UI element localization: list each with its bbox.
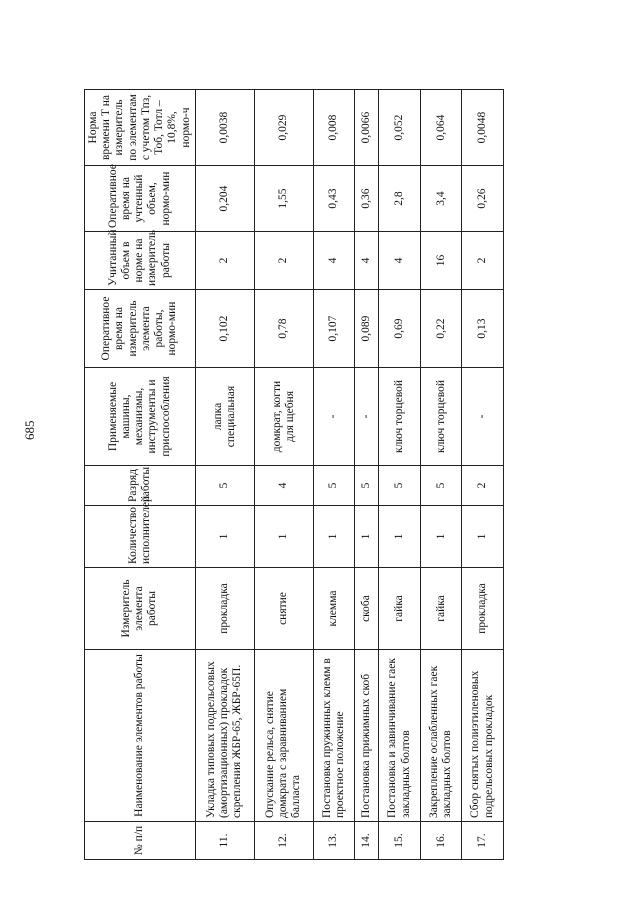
header-cell: Разряд работы [85,466,196,506]
table-row [355,90,379,860]
workers-cell: 1 [313,506,355,568]
header-cell: Оперативное время на измеритель элемента работы, нормо-мин [85,290,196,368]
grade-cell: 4 [254,466,313,506]
table-row [254,90,313,860]
volume-cell: 2 [254,232,313,290]
table-row [379,90,421,860]
unit-cell: прокладка [195,568,254,650]
tools-cell: домкрат, когти для щебня [254,368,313,466]
op-total-cell: 0,26 [462,166,504,232]
rotated-table-container [84,90,504,860]
op-time-cell: 0,13 [462,290,504,368]
header-cell: № п/п [85,822,196,860]
grade-cell: 5 [355,466,379,506]
op-total-cell: 3,4 [420,166,462,232]
header-cell: Оперативное время на учтенный объем, нормо-мин [85,166,196,232]
op-total-cell: 0,36 [355,166,379,232]
unit-cell: гайка [379,568,421,650]
header-cell: Норма времени Т на измеритель по элементам с учетом Тпз, Тоб, Тотл – 10,8%, нормо-ч [85,90,196,166]
op-total-cell: 0,43 [313,166,355,232]
table-header-row [85,90,196,860]
norm-cell: 0,0038 [195,90,254,166]
unit-cell: гайка [420,568,462,650]
norm-cell: 0,029 [254,90,313,166]
norm-cell: 0,0048 [462,90,504,166]
op-time-cell: 0,102 [195,290,254,368]
page-number: 685 [22,420,37,440]
volume-cell: 4 [355,232,379,290]
tools-cell: - [355,368,379,466]
norm-cell: 0,064 [420,90,462,166]
op-time-cell: 0,089 [355,290,379,368]
row-number: 13. [313,822,355,860]
op-time-cell: 0,22 [420,290,462,368]
op-time-cell: 0,78 [254,290,313,368]
row-number: 16. [420,822,462,860]
norm-cell: 0,052 [379,90,421,166]
table-row [195,90,254,860]
work-element-name: Постановка и завинчивание гаек закладных болтов [379,650,421,822]
work-element-name: Сбор снятых полиэтиленовых подрельсовых прокладок [462,650,504,822]
grade-cell: 5 [195,466,254,506]
workers-cell: 1 [462,506,504,568]
volume-cell: 2 [462,232,504,290]
grade-cell: 5 [379,466,421,506]
tools-cell: ключ торцевой [379,368,421,466]
header-cell: Учитанный объем в норме на измеритель работы [85,232,196,290]
workers-cell: 1 [195,506,254,568]
row-number: 15. [379,822,421,860]
op-total-cell: 0,204 [195,166,254,232]
table-row [420,90,462,860]
row-number: 17. [462,822,504,860]
workers-cell: 1 [379,506,421,568]
work-element-name: Опускание рельса, снятие домкрата с заравниванием балласта [254,650,313,822]
volume-cell: 16 [420,232,462,290]
tools-cell: ключ торцевой [420,368,462,466]
row-number: 14. [355,822,379,860]
norm-cell: 0,008 [313,90,355,166]
op-time-cell: 0,107 [313,290,355,368]
grade-cell: 5 [420,466,462,506]
row-number: 11. [195,822,254,860]
work-element-name: Постановка пружинных клемм в проектное положение [313,650,355,822]
op-total-cell: 2,8 [379,166,421,232]
table-row [462,90,504,860]
tools-cell: - [462,368,504,466]
header-cell: Наименование элементов работы [85,650,196,822]
volume-cell: 4 [379,232,421,290]
workers-cell: 1 [420,506,462,568]
grade-cell: 5 [313,466,355,506]
work-element-name: Закрепление ослабленных гаек закладных болтов [420,650,462,822]
work-element-name: Укладка типовых подрельсовых (амортизационных) прокладок скрепления ЖБР-65, ЖБР-65П. [195,650,254,822]
row-number: 12. [254,822,313,860]
op-total-cell: 1,55 [254,166,313,232]
workers-cell: 1 [355,506,379,568]
norm-cell: 0,0066 [355,90,379,166]
volume-cell: 2 [195,232,254,290]
work-norms-table [84,89,504,860]
unit-cell: снятие [254,568,313,650]
table-row [313,90,355,860]
volume-cell: 4 [313,232,355,290]
tools-cell: лапка специальная [195,368,254,466]
grade-cell: 2 [462,466,504,506]
header-cell: Количество исполнителей [85,506,196,568]
unit-cell: клемма [313,568,355,650]
header-cell: Измеритель элемента работы [85,568,196,650]
op-time-cell: 0,69 [379,290,421,368]
work-element-name: Постановка прижимных скоб [355,650,379,822]
workers-cell: 1 [254,506,313,568]
unit-cell: скоба [355,568,379,650]
tools-cell: - [313,368,355,466]
header-cell: Применяемые машины, механизмы, инструменты и приспособления [85,368,196,466]
unit-cell: прокладка [462,568,504,650]
